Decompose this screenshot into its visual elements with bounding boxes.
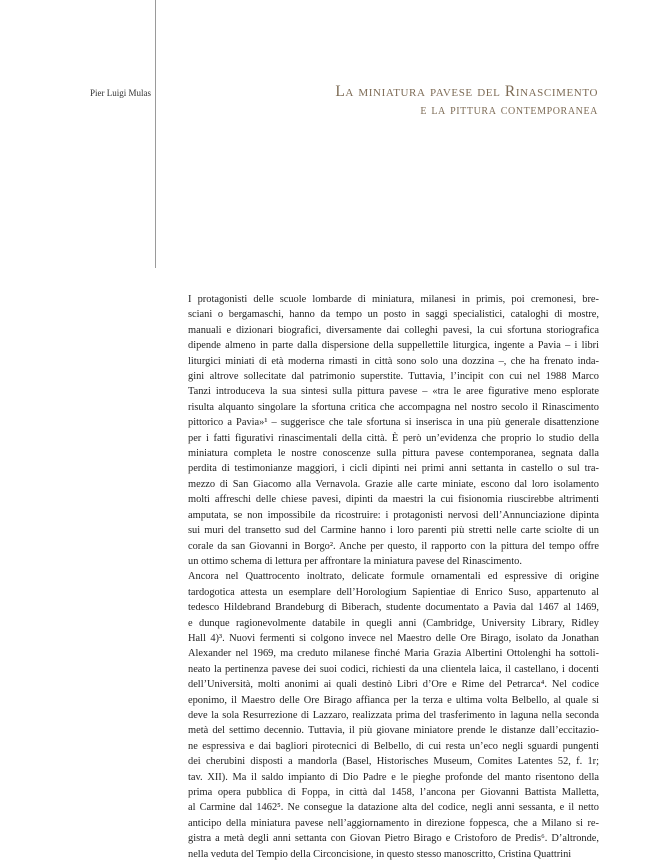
paragraph-1 xyxy=(174,292,599,569)
text-line: tedesco Hildebrand Brandeburg di Biberach, studente documentato a Pavia dal 1467 al 1469, xyxy=(188,602,599,614)
paragraph-2 xyxy=(174,569,599,862)
text-line: molti affreschi delle chiese pavesi, dipinti da maestri la cui fisionomia riuscirebbe altrimenti xyxy=(188,494,599,506)
text-line: per i fatti figurativi rinascimentali della città. È però un’evidenza che proprio lo studio della xyxy=(188,432,599,444)
text-line: eponimo, il Maestro delle Ore Birago affianca per la terza e ultima volta Belbello, al quale si xyxy=(188,694,599,706)
text-line: prima opera pubblica di Foppa, in città dal 1458, l’ancona per Giovanni Battista Malletta, xyxy=(188,787,599,798)
text-line: un ottimo schema di lettura per affrontare la miniatura pavese del Rinascimento. xyxy=(188,555,522,567)
text-line: ne espressiva e dai bagliori pirotecnici di Belbello, di cui resta un’eco negli sguardi pungenti xyxy=(188,740,599,752)
text-line: dei cherubini disposti a mandorla (Basel, Historisches Museum, Comites Latentes 52, f. 1r; xyxy=(188,756,599,768)
text-line: I protagonisti delle scuole lombarde di miniatura, milanesi in primis, poi cremonesi, bre- xyxy=(188,294,599,305)
text-line: neato la pertinenza pavese dei suoi codici, richiesti da una clientela laica, il castellano, i docenti xyxy=(188,663,599,675)
text-line: gistra a metà degli anni settanta con Giovan Pietro Birago e Cristoforo de Predis⁶. D’altronde, xyxy=(188,833,599,845)
text-line: al Carmine dal 1462⁵. Ne consegue la datazione alta del codice, negli anni sessanta, e il netto xyxy=(188,802,599,814)
running-head-author: Pier Luigi Mulas xyxy=(90,88,151,98)
text-line: dipende almeno in parte dalla dispersione della suppellettile liturgica, ingente a Pavia – i libri xyxy=(188,340,599,352)
text-line: anticipo della miniatura pavese nell’aggiornamento in direzione foppesca, che a Milano si re- xyxy=(188,817,599,829)
running-head-title xyxy=(268,83,598,119)
text-line: Tanzi introduceva la sua sintesi sulla pittura pavese – «tra le aree figurative meno esplorate xyxy=(188,386,599,398)
text-line: sciani o bergamaschi, hanno da tempo un posto in saggi specialistici, cataloghi di mostre, xyxy=(188,309,599,321)
text-line: pittorico a Pavia»¹ – suggerisce che tale sfortuna si inserisca in una più generale disattenzione xyxy=(188,417,599,429)
text-line: perdita di testimonianze maggiori, i cicli dipinti nei primi anni settanta in castello o sul tra- xyxy=(188,463,599,475)
text-line: e dunque ragionevolmente databile in quegli anni (Cambridge, University Library, Ridley xyxy=(188,617,599,629)
text-line: metà del settimo decennio. Tuttavia, il più giovane miniatore prende le distanze dall’eccitazio- xyxy=(188,725,599,737)
text-line: tardogotica attesta un esemplare dell’Horologium Sapientiae di Enrico Suso, appartenuto al xyxy=(188,586,599,598)
text-line: corale da san Giovanni in Borgo². Anche per questo, il rapporto con la pittura del tempo offre xyxy=(188,540,599,552)
text-line: mezzo di San Giacomo alla Vernavola. Grazie alle carte miniate, escono dal loro isolamento xyxy=(188,478,599,490)
text-line: sui muri del transetto sud del Carmine hanno i loro parenti più stretti nelle carte sciolte di un xyxy=(188,525,599,537)
text-line: Alexander nel 1969, ma creduto milanese finché Maria Grazia Albertini Ottolenghi ha sottoli- xyxy=(188,648,599,660)
text-line: liturgici miniati di età moderna rimasti in città sono solo una dozzina –, che ha frenato inda- xyxy=(188,355,599,367)
body-text xyxy=(174,292,599,862)
text-line: nella veduta del Tempio della Circoncisione, in questo stesso manoscritto, Cristina Quattrini xyxy=(188,848,572,860)
text-line: Hall 4)³. Nuovi fermenti si colgono invece nel Maestro delle Ore Birago, isolato da Jonathan xyxy=(188,632,599,644)
text-line: miniatura completa le nostre conoscenze sulla pittura pavese contemporanea, segnata dalla xyxy=(188,448,599,460)
text-line: amputata, se non impossibile da ricostruire: i protagonisti nervosi dell’Annunciazione dipinta xyxy=(188,509,599,521)
text-line: gini altrove sollecitate dal patrimonio superstite. Tuttavia, l’incipit con cui nel 1988 Marco xyxy=(188,371,599,383)
text-line: risulta alquanto singolare la sfortuna critica che accompagna nel nostro secolo il Rinascimento xyxy=(188,401,599,413)
text-line: tav. XII). Ma il saldo impianto di Dio Padre e le pieghe profonde del manto risentono della xyxy=(188,771,599,783)
text-line: Ancora nel Quattrocento inoltrato, delicate formule ornamentali ed espressive di origine xyxy=(188,571,599,583)
title-line-2: e la pittura contemporanea xyxy=(420,102,598,118)
text-line: deve la sola Resurrezione di Lazzaro, realizzata prima del trasferimento in laguna nella seconda xyxy=(188,709,599,721)
header-divider xyxy=(155,0,156,268)
text-line: manuali e dizionari biografici, diversamente dai colleghi pavesi, la cui sfortuna storiografica xyxy=(188,324,599,336)
text-line: dell’Università, molti anonimi ai quali destinò Libri d’Ore e Rime del Petrarca⁴. Nel codice xyxy=(188,679,599,691)
title-line-1: La miniatura pavese del Rinascimento xyxy=(335,83,598,100)
